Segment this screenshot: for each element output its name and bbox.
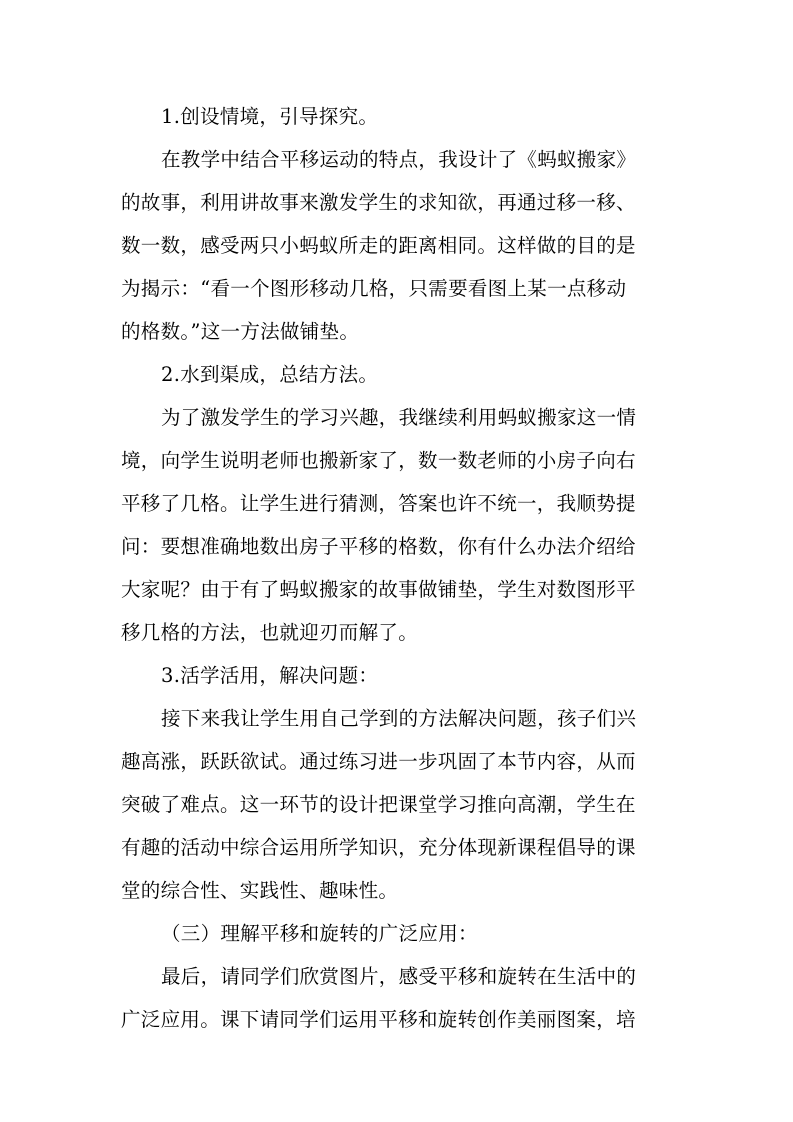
paragraph-3-line-1: 接下来我让学生用自己学到的方法解决问题，孩子们兴 xyxy=(161,707,637,730)
paragraph-2-line-4: 问：要想准确地数出房子平移的格数，你有什么办法介绍给 xyxy=(121,535,636,558)
paragraph-3-line-2: 趣高涨，跃跃欲试。通过练习进一步巩固了本节内容，从而 xyxy=(121,750,636,773)
paragraph-2-line-3: 平移了几格。让学生进行猜测，答案也许不统一，我顺势提 xyxy=(121,492,636,515)
paragraph-1-line-3: 数一数，感受两只小蚂蚁所走的距离相同。这样做的目的是 xyxy=(121,234,636,257)
paragraph-3-line-5: 堂的综合性、实践性、趣味性。 xyxy=(121,879,399,902)
paragraph-1-line-1: 在教学中结合平移运动的特点，我设计了《蚂蚁搬家》 xyxy=(161,148,637,171)
paragraph-3-line-3: 突破了难点。这一环节的设计把课堂学习推向高潮，学生在 xyxy=(121,793,636,816)
paragraph-2-line-2: 境，向学生说明老师也搬新家了，数一数老师的小房子向右 xyxy=(121,449,636,472)
paragraph-4-line-2: 广泛应用。课下请同学们运用平移和旋转创作美丽图案，培 xyxy=(121,1008,636,1031)
paragraph-1-line-2: 的故事，利用讲故事来激发学生的求知欲，再通过移一移、 xyxy=(121,191,636,214)
paragraph-4-line-1: 最后，请同学们欣赏图片，感受平移和旋转在生活中的 xyxy=(161,965,637,988)
heading-step-1: 1.创设情境，引导探究。 xyxy=(161,105,379,128)
heading-step-3: 3.活学活用，解决问题： xyxy=(161,664,379,687)
paragraph-2-line-6: 移几格的方法，也就迎刃而解了。 xyxy=(121,621,419,644)
paragraph-1-line-4: 为揭示：“看一个图形移动几格，只需要看图上某一点移动 xyxy=(121,277,627,300)
heading-section-3: （三）理解平移和旋转的广泛应用： xyxy=(161,922,478,945)
paragraph-2-line-5: 大家呢？由于有了蚂蚁搬家的故事做铺垫，学生对数图形平 xyxy=(121,578,636,601)
paragraph-1-line-5: 的格数。”这一方法做铺垫。 xyxy=(121,320,360,343)
heading-step-2: 2.水到渠成，总结方法。 xyxy=(161,363,379,386)
paragraph-2-line-1: 为了激发学生的学习兴趣，我继续利用蚂蚁搬家这一情 xyxy=(161,406,637,429)
paragraph-3-line-4: 有趣的活动中综合运用所学知识，充分体现新课程倡导的课 xyxy=(121,836,636,859)
